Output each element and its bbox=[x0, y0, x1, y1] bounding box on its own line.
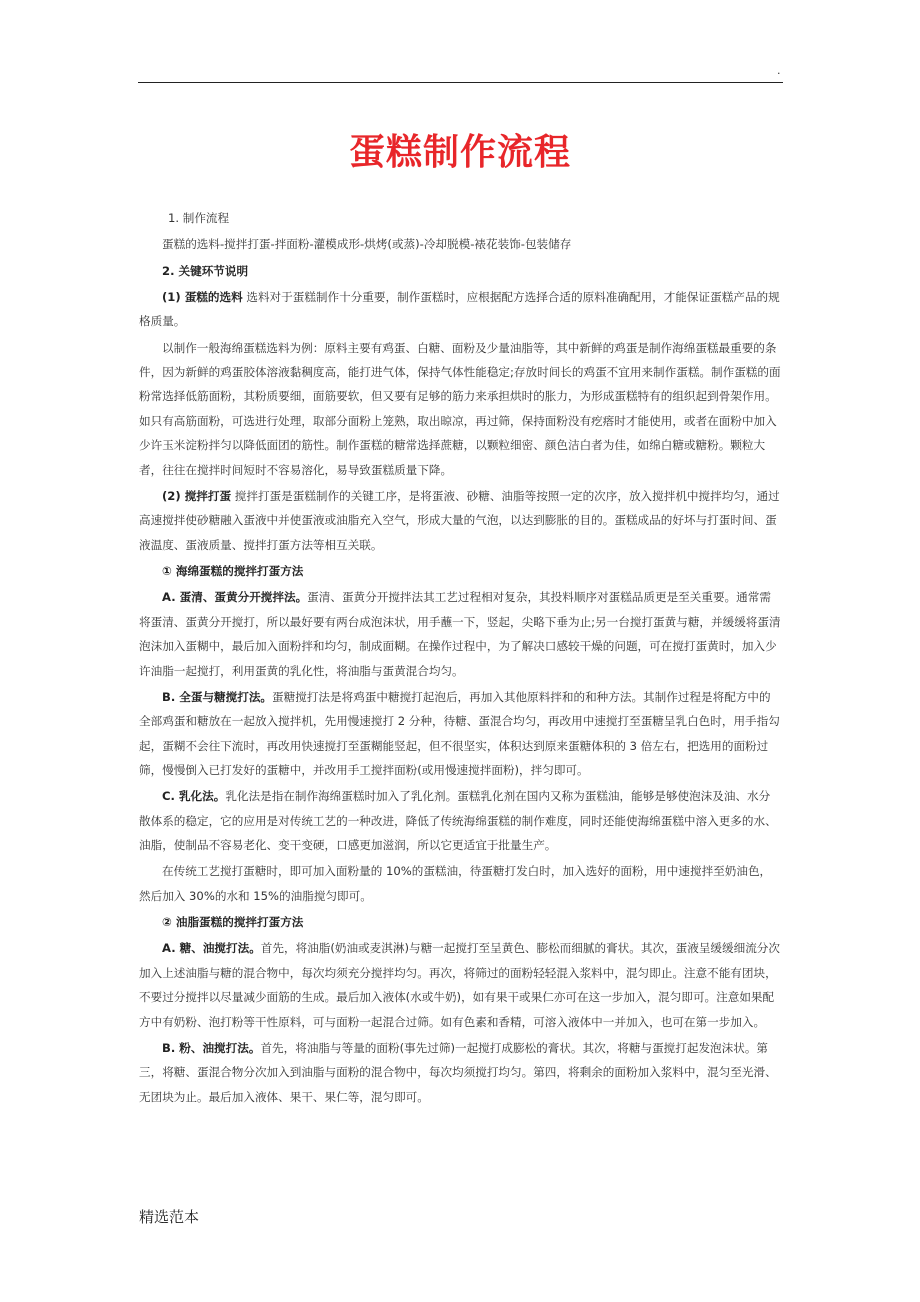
method-text: 蛋糖搅打法是将鸡蛋中糖搅打起泡后，再加入其他原料拌和的和种方法。其制作过程是将配方中的全部鸡蛋和糖放在一起放入搅拌机，先用慢速搅打 2 分种，待糖、蛋混合均匀，再改用中速搅打至蛋糖呈乳白色时，用手指勾起，蛋糊不会往下流时，再改用快速搅打至蛋糊能竖起，但不很坚实，体积达到原来蛋糖体积的 3 倍左右，把选用的面粉过筛，慢慢倒入已打发好的蛋糖中，并改用手工搅拌面粉(或用慢速搅拌面粉)，拌匀即可。 bbox=[139, 689, 780, 778]
method-label: B. 粉、油搅打法。 bbox=[162, 1040, 261, 1055]
paragraph-selection bbox=[139, 285, 781, 334]
paragraph-mixing bbox=[139, 484, 781, 557]
paragraph-text: 搅拌打蛋是蛋糕制作的关键工序，是将蛋液、砂糖、油脂等按照一定的次序，放入搅拌机中搅拌均匀，通过高速搅拌使砂糖融入蛋液中并使蛋液或油脂充入空气，形成大量的气泡，以达到膨胀的目的。蛋糕成品的好坏与打蛋时间、蛋液温度、蛋液质量、搅拌打蛋方法等相互关联。 bbox=[139, 488, 780, 552]
paragraph-label: (2) 搅拌打蛋 bbox=[162, 488, 232, 503]
method-text: 蛋清、蛋黄分开搅拌法其工艺过程相对复杂，其投料顺序对蛋糕品质更是至关重要。通常需将蛋清、蛋黄分开搅打，所以最好要有两台成泡沫状，用手蘸一下，竖起，尖略下垂为止;另一台搅打蛋黄与糖，并缓缓将蛋清泡沫加入蛋糊中，最后加入面粉拌和均匀，制成面糊。在操作过程中，为了解决口感较干燥的问题，可在搅打蛋黄时，加入少许油脂一起搅打，利用蛋黄的乳化性，将油脂与蛋黄混合均匀。 bbox=[139, 590, 781, 678]
header-dot: . bbox=[777, 64, 781, 77]
paragraph-text: 选料对于蛋糕制作十分重要，制作蛋糕时，应根据配方选择合适的原料准确配用，才能保证蛋糕产品的规格质量。 bbox=[139, 289, 780, 329]
method-label: C. 乳化法。 bbox=[162, 789, 226, 804]
paragraph-selection-example: 以制作一般海绵蛋糕选料为例：原料主要有鸡蛋、白糖、面粉及少量油脂等，其中新鲜的鸡蛋是制作海绵蛋糕最重要的条件，因为新鲜的鸡蛋胶体溶液黏稠度高，能打进气体，保持气体性能稳定;存放时间长的鸡蛋不宜用来制作蛋糕。制作蛋糕的面粉常选择低筋面粉，其粉质要细，面筋要软，但又要有足够的筋力来承担烘时的胀力，为形成蛋糕特有的组织起到骨架作用。如只有高筋面粉，可选进行处理，取部分面粉上笼熟，取出晾凉，再过筛，保持面粉没有疙瘩时才能使用，或者在面粉中加入少许玉米淀粉拌匀以降低面团的筋性。制作蛋糕的糖常选择蔗糖，以颗粒细密、颜色洁白者为佳，如绵白糖或糖粉。颗粒大者，往往在搅拌时间短时不容易溶化，易导致蛋糕质量下降。 bbox=[139, 340, 781, 477]
document-title: 蛋糕制作流程 bbox=[348, 132, 571, 173]
method-label: A. 糖、油搅打法。 bbox=[162, 941, 261, 956]
section2-heading: 2. 关键环节说明 bbox=[162, 263, 249, 278]
method-c-emulsify bbox=[139, 784, 781, 857]
method-sugar-butter bbox=[139, 936, 781, 1034]
method-label: A. 蛋清、蛋黄分开搅拌法。 bbox=[162, 590, 308, 605]
method-a-separate bbox=[139, 585, 781, 683]
method-text: 乳化法是指在制作海绵蛋糕时加入了乳化剂。蛋糕乳化剂在国内又称为蛋糕油，能够是够使泡沫及油、水分散体系的稳定，它的应用是对传统工艺的一种改进，降低了传统海绵蛋糕的制作难度，同时还能使海绵蛋糕中溶入更多的水、油脂，使制品不容易老化、变干变硬，口感更加滋润，所以它更适宜于批量生产。 bbox=[139, 789, 777, 853]
subsection-sponge-heading: ① 海绵蛋糕的搅拌打蛋方法 bbox=[162, 564, 304, 579]
footer-text: 精选范本 bbox=[139, 1208, 200, 1226]
method-text: 首先，将油脂与等量的面粉(事先过筛)一起搅打成膨松的膏状。其次，将糖与蛋搅打起发泡沫状。第三，将糖、蛋混合物分次加入到油脂与面粉的混合物中，每次均须搅打均匀。第四，将剩余的面粉加入浆料中，混匀至光滑、无团块为止。最后加入液体、果干、果仁等，混匀即可。 bbox=[139, 1040, 777, 1104]
method-label: B. 全蛋与糖搅打法。 bbox=[162, 689, 273, 704]
process-flow: 蛋糕的选料-搅拌打蛋-拌面粉-灌模成形-烘烤(或蒸)-冷却脱模-裱花装饰-包装储存 bbox=[162, 237, 572, 252]
paragraph-label: (1) 蛋糕的选料 bbox=[162, 289, 243, 304]
section1-heading: 1. 制作流程 bbox=[168, 211, 230, 225]
method-text: 首先，将油脂(奶油或麦淇淋)与糖一起搅打至呈黄色、膨松而细腻的膏状。其次，蛋液呈缓缓细流分次加入上述油脂与糖的混合物中，每次均须充分搅拌均匀。再次，将筛过的面粉轻轻混入浆料中，混匀即止。注意不能有团块，不要过分搅拌以尽量减少面筋的生成。最后加入液体(水或牛奶)，如有果干或果仁亦可在这一步加入，混匀即可。注意如果配方中有奶粉、泡打粉等干性原料，可与面粉一起混合过筛。如有色素和香精，可溶入液体中一并加入，也可在第一步加入。 bbox=[139, 941, 780, 1029]
document-body bbox=[139, 206, 781, 1111]
method-c-extra: 在传统工艺搅打蛋糖时，即可加入面粉量的 10%的蛋糕油，待蛋糖打发白时，加入选好的面粉，用中速搅拌至奶油色，然后加入 30%的水和 15%的油脂搅匀即可。 bbox=[139, 864, 772, 903]
header-rule bbox=[138, 82, 783, 83]
method-b-whole-egg bbox=[139, 685, 781, 783]
subsection-butter-heading: ② 油脂蛋糕的搅拌打蛋方法 bbox=[162, 915, 304, 930]
method-flour-butter bbox=[139, 1036, 781, 1109]
